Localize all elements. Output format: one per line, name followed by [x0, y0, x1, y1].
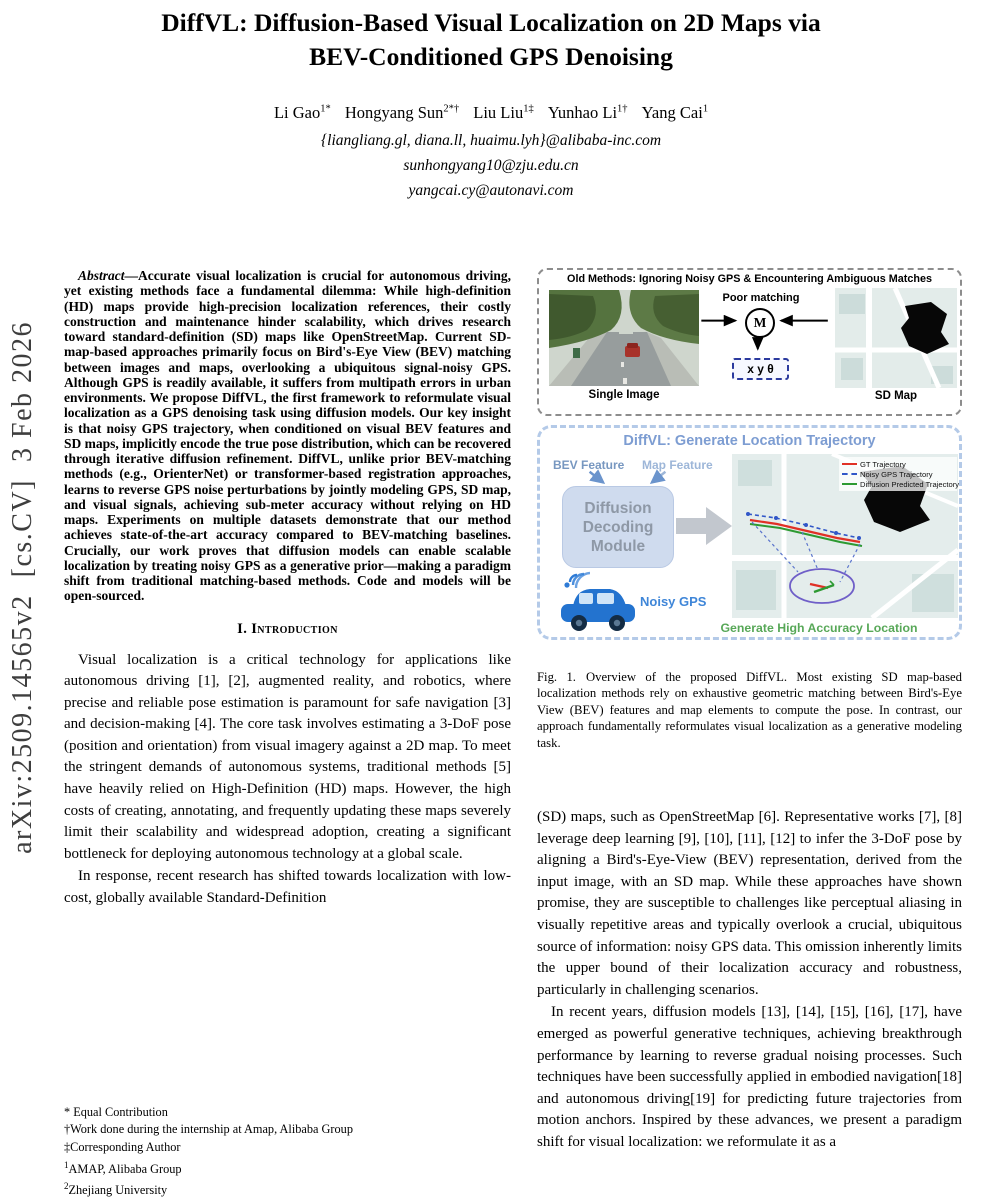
paper-title: [0, 6, 982, 74]
legend-item-predicted: Diffusion Predicted Trajectory: [842, 479, 954, 489]
noisy-line-swatch: [842, 473, 857, 475]
bev-feature-label: BEV Feature: [553, 458, 625, 472]
predicted-line-swatch: [842, 483, 857, 485]
arrow-bev-to-module-icon: [590, 472, 604, 483]
paper-header: [0, 6, 982, 203]
arrow-module-to-map-icon: [676, 500, 734, 552]
figure-number: Fig. 1.: [537, 670, 576, 684]
poor-matching-label: Poor matching: [722, 292, 800, 304]
email-line: yangcai.cy@autonavi.com: [408, 182, 574, 199]
right-paragraph-2: In recent years, diffusion models [13], [14], [15], [16], [17], have emerged as powerful generative techniques, achieving breakthrough performance by learning to reverse gradual noising processes. Such techniques have been successfully applied in embodied navigation[18] and autonomous driving[19] for predicting future trajectories from motion anchors. Inspired by these advances, we present a paradigm shift for visual localization: we reformulate it as a: [537, 1004, 962, 1150]
figure-1: [537, 268, 962, 640]
footnote: $^2$Zhejiang University: [64, 1181, 168, 1198]
intro-paragraph-2: In response, recent research has shifted towards localization with low-cost, globally available Standard-Definition: [64, 868, 511, 907]
intro-paragraph-1: Visual localization is a critical technology for applications like autonomous driving [1], [2], augmented reality, and robotics, where precise and reliable pose estimation is paramount for safe navigation [3] and decision-making [4]. The core task involves estimating a 3-DoF pose (position and orientation) from visual imagery against a 2D map. To meet the stringent demands of autonomous systems, traditional methods [5] have heavily relied on High-Definition (HD) maps. However, the high costs of creating, annotating, and frequently updating these maps severely limit their scalability and widespread adoption, creating a significant bottleneck for deploying autonomous technology at a global scale.: [64, 651, 511, 862]
single-image-label: Single Image: [588, 389, 660, 401]
author: Li Gao$^{1*}$: [273, 103, 331, 122]
arxiv-watermark: [0, 262, 46, 912]
footnote: †Work done during the internship at Amap, Alibaba Group: [64, 1122, 353, 1137]
author-list: [0, 103, 982, 123]
figure-panel-diffvl: [537, 425, 962, 640]
diffusion-decoding-module: Diffusion Decoding Module: [562, 486, 674, 568]
footnote: $^1$AMAP, Alibaba Group: [64, 1159, 182, 1176]
paper-columns: [64, 268, 962, 1200]
gt-line-swatch: [842, 463, 857, 465]
arxiv-id-text: arXiv:2509.14565v2 [cs.CV] 3 Feb 2026: [7, 320, 38, 854]
pose-xytheta-box: x y θ: [732, 358, 789, 380]
title-line-1: DiffVL: Diffusion-Based Visual Localization on 2D Maps via: [161, 8, 821, 37]
trajectory-legend: [839, 457, 960, 491]
car-icon: [558, 582, 638, 632]
legend-item-noisy: Noisy GPS Trajectory: [842, 469, 954, 479]
figure-1-caption: [537, 669, 962, 751]
email-line: sunhongyang10@zju.edu.cn: [403, 157, 579, 174]
right-column: [537, 268, 962, 1200]
footnotes: [64, 1104, 511, 1200]
figure-panel-old-methods: [537, 268, 962, 416]
arrow-map-to-module-icon: [652, 472, 666, 483]
author: Hongyang Sun$^{2*\dagger}$: [344, 103, 460, 122]
old-panel-arrows: [539, 270, 960, 414]
abstract-text: —Accurate visual localization is crucial for autonomous driving, yet existing methods face a fundamental dilemma: While high-definition (HD) maps provide high-precision localization references, their costly construction and maintenance hinder scalability, which drives research toward standard-definition (SD) maps like OpenStreetMap. Current SD-map-based approaches primarily focus on Bird's-Eye View (BEV) matching between images and maps, overlooking a ubiquitous signal-noisy GPS. Although GPS is readily available, it suffers from multipath errors in urban environments. We propose DiffVL, the first framework to reformulate visual localization as a GPS denoising task using diffusion models. Our key insight is that noisy GPS trajectory, when conditioned on visual BEV features and SD maps, implicitly encode the true pose distribution, which can be recovered through iterative diffusion refinement. DiffVL, unlike prior BEV-matching methods (e.g., OrienterNet) or transformer-based registration approaches, learns to reverse GPS noise perturbations by jointly modeling GPS, SD map, and visual signals, achieving sub-meter accuracy without relying on HD maps. Experiments on multiple datasets demonstrate that our method achieves state-of-the-art accuracy compared to BEV-matching baselines. Crucially, our work proves that diffusion models can enable scalable localization by treating noisy GPS as a generative prior—making a paradigm shift from traditional matching-based methods. Code and models will be open-sourced.: [64, 268, 511, 604]
title-line-2: BEV-Conditioned GPS Denoising: [309, 42, 673, 71]
sd-map-label: SD Map: [874, 390, 918, 402]
author: Yang Cai$^1$: [641, 103, 709, 122]
noisy-gps-label: Noisy GPS: [640, 594, 707, 609]
abstract: [64, 268, 511, 604]
map-feature-label: Map Feature: [642, 458, 713, 472]
email-line: {liangliang.gl, diana.ll, huaimu.lyh}@alibaba-inc.com: [320, 132, 662, 149]
author-emails: [0, 128, 982, 203]
matching-m-node: M: [745, 308, 775, 338]
abstract-label: Abstract: [78, 268, 125, 283]
generate-accuracy-label: Generate High Accuracy Location: [720, 621, 918, 635]
footnote: * Equal Contribution: [64, 1104, 168, 1119]
figure-caption-text: Overview of the proposed DiffVL. Most existing SD map-based localization methods rely on exhaustive geometric matching between Bird's-Eye View (BEV) features and map elements to compute the pose. In contrast, our approach fundamentally reformulates visual localization as a generative modeling task.: [537, 670, 962, 750]
author: Liu Liu$^{1\ddagger}$: [473, 103, 534, 122]
right-paragraph-1: (SD) maps, such as OpenStreetMap [6]. Representative works [7], [8] leverage deep learning [9], [10], [11], [12] to infer the 3-DoF pose by aligning a Bird's-Eye-View (BEV) representation, derived from the input image, with an SD map. While these approaches have shown promise, they are susceptible to challenges like perceptual aliasing in visually repetitive areas and typically overlook a crucial, ubiquitous source of information: noisy GPS data. This omission inherently limits the upper bound of their localization accuracy and robustness, particularly in challenging scenarios.: [537, 809, 962, 998]
section-heading-introduction: I. Introduction: [237, 620, 338, 637]
old-methods-title: Old Methods: Ignoring Noisy GPS & Encountering Ambiguous Matches: [567, 273, 932, 285]
left-column: [64, 268, 511, 1200]
legend-item-gt: GT Trajectory: [842, 459, 954, 469]
author: Yunhao $Li^{1\dagger}$: [547, 103, 628, 122]
diffvl-panel-title: DiffVL: Generate Location Trajectory: [623, 433, 876, 449]
footnote: ‡Corresponding Author: [64, 1140, 181, 1155]
